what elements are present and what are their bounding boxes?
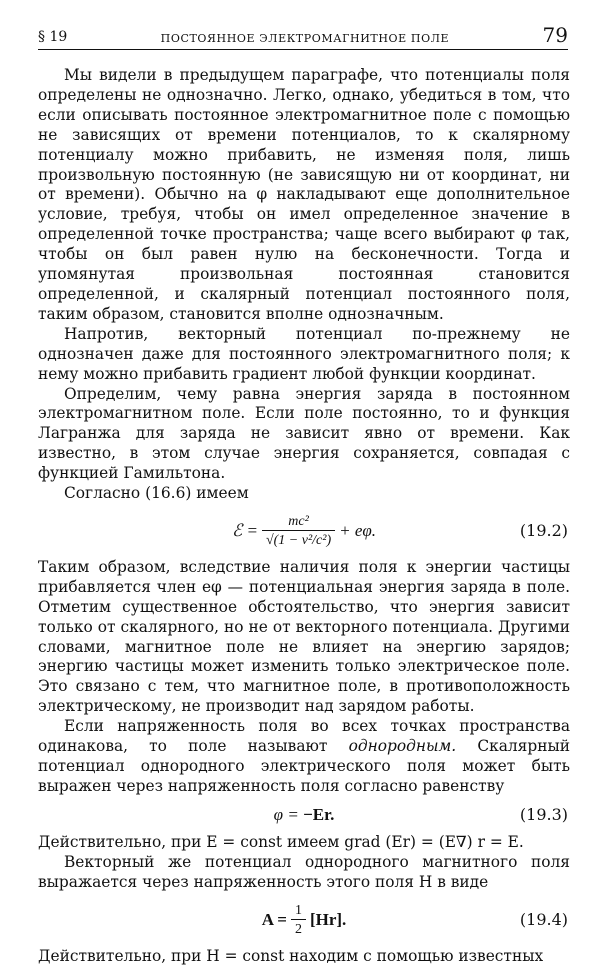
equation-19-3 — [38, 802, 570, 828]
paragraph-3: Определим, чему равна энергия заряда в постоянном электромагнитном поле. Если поле постоянно, то и функция Лагранжа для заряда не зависит явно от времени. Как известно, в этом случае энергия сохраняется, совпадая с функцией Гамильтона. — [38, 384, 570, 483]
eq3-numerator: 1 — [294, 902, 302, 918]
paragraph-4: Согласно (16.6) имеем — [64, 484, 249, 503]
paragraph-7: Действительно, при E = const имеем grad (Er) = (E∇) r = E. — [38, 832, 524, 851]
eq3-rhs: [Hr]. — [309, 909, 347, 929]
paragraph-9: Действительно, при H = const находим с помощью известных — [38, 946, 544, 965]
eq3-fraction — [291, 902, 306, 938]
eq1-numerator: mc² — [288, 513, 309, 529]
eq3-number: (19.4) — [519, 909, 568, 929]
paragraph-6 — [38, 717, 570, 797]
paragraph-6-part-b: Скалярный потенциал однородного электрического поля может быть выражен через напряженность поля согласно равенству — [38, 737, 570, 795]
eq2-number: (19.3) — [519, 804, 568, 824]
paragraph-1: Мы видели в предыдущем параграфе, что потенциалы поля определены не однозначно. Легко, однако, убедиться в том, что если описывать постоянное электромагнитное поле с помощью не зависящих от времени потенциалов, то к скалярному потенциалу можно прибавить, не изменяя поля, лишь произвольную постоянную (не зависящую ни от координат, ни от времени). Обычно на φ накладывают еще дополнительное условие, требуя, чтобы он имел определенное значение в определенной точке пространства; чаще всего выбирают φ так, чтобы он был равен нулю на бесконечности. Тогда и упомянутая произвольная постоянная становится определенной, и скалярный потенциал постоянного поля, таким образом, становится вполне однозначным. — [38, 66, 570, 323]
paragraph-2: Напротив, векторный потенциал по-прежнему не однозначен даже для постоянного электромагнитного поля; к нему можно прибавить градиент любой функции координат. — [38, 324, 570, 383]
eq1-rhs: + eφ. — [339, 520, 377, 540]
page-number: 79 — [542, 23, 568, 47]
section-number: § 19 — [38, 29, 68, 45]
paragraph-8: Векторный же потенциал однородного магнитного поля выражается через напряженность этого поля H в виде — [38, 852, 570, 891]
paragraph-5: Таким образом, вследствие наличия поля к энергии частицы прибавляется член eφ — потенциальная энергия заряда в поле. Отметим существенное обстоятельство, что энергия зависит только от скалярного, но не от векторного потенциала. Другими словами, магнитное поле не влияет на энергию зарядов; энергию частицы может изменить только электрическое поле. Это связано с тем, что магнитное поле, в противоположность электрическому, не производит над зарядом работы. — [38, 557, 570, 716]
eq1-fraction — [262, 513, 335, 549]
term-uniform: однородным. — [348, 737, 457, 756]
eq3-denominator: 2 — [291, 919, 306, 938]
eq2-rhs: −Er. — [303, 804, 335, 824]
chapter-title: ПОСТОЯННОЕ ЭЛЕКТРОМАГНИТНОЕ ПОЛЕ — [160, 32, 450, 45]
running-head — [38, 24, 568, 50]
equation-19-4 — [38, 898, 570, 942]
eq1-denominator: √(1 − v²/c²) — [262, 530, 335, 549]
paragraph-6-part-a: Если напряженность поля во всех точках пространства одинакова, то поле называют — [38, 717, 570, 756]
eq1-lhs: ℰ = — [231, 520, 258, 540]
equation-19-2 — [38, 509, 570, 553]
body-text — [38, 66, 570, 966]
eq3-lhs: A = — [261, 909, 287, 929]
eq1-number: (19.2) — [519, 520, 568, 540]
eq2-lhs: φ = — [273, 804, 299, 824]
